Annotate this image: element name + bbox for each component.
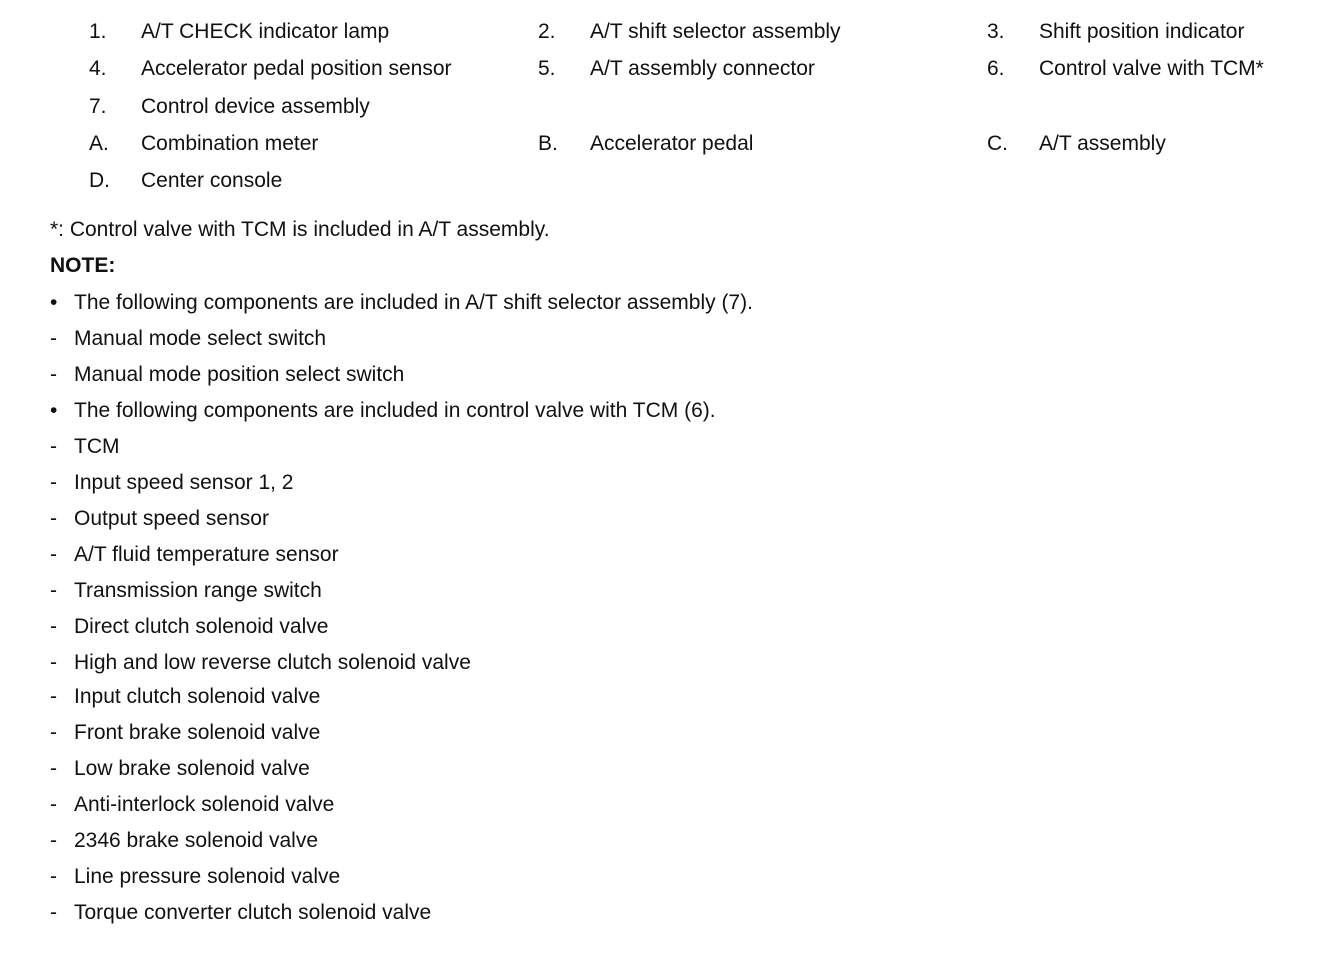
bullet-marker: •: [50, 291, 58, 314]
dash-marker: -: [50, 757, 57, 780]
legend-key: 5.: [538, 57, 556, 80]
legend-label: A/T assembly: [1039, 132, 1166, 155]
legend-row-4: [0, 132, 1328, 162]
note-text: Input clutch solenoid valve: [74, 685, 321, 708]
note-text: Anti-interlock solenoid valve: [74, 793, 335, 816]
dash-marker: -: [50, 651, 57, 674]
note-text: Front brake solenoid valve: [74, 721, 321, 744]
legend-key: 4.: [89, 57, 107, 80]
note-text: The following components are included in control valve with TCM (6).: [74, 399, 716, 422]
legend-label: Accelerator pedal position sensor: [141, 57, 452, 80]
note-text: Direct clutch solenoid valve: [74, 615, 329, 638]
legend-key: 7.: [89, 95, 107, 118]
legend-label: Center console: [141, 169, 283, 192]
legend-key: D.: [89, 169, 110, 192]
note-text: A/T fluid temperature sensor: [74, 543, 339, 566]
legend-key: 2.: [538, 20, 556, 43]
note-text: The following components are included in A/T shift selector assembly (7).: [74, 291, 753, 314]
note-text: 2346 brake solenoid valve: [74, 829, 319, 852]
legend-row-2: [0, 57, 1328, 87]
note-text: Transmission range switch: [74, 579, 322, 602]
note-text: Manual mode select switch: [74, 327, 327, 350]
legend-row-1: [0, 20, 1328, 50]
dash-marker: -: [50, 327, 57, 350]
legend-key: B.: [538, 132, 558, 155]
dash-marker: -: [50, 615, 57, 638]
note-text: Line pressure solenoid valve: [74, 865, 341, 888]
note-text: Manual mode position select switch: [74, 363, 405, 386]
legend-key: 1.: [89, 20, 107, 43]
footnote: *: Control valve with TCM is included in A/T assembly.: [50, 218, 550, 241]
note-text: Low brake solenoid valve: [74, 757, 310, 780]
dash-marker: -: [50, 471, 57, 494]
note-text: TCM: [74, 435, 120, 458]
legend-label: A/T CHECK indicator lamp: [141, 20, 390, 43]
dash-marker: -: [50, 507, 57, 530]
legend-row-5: [0, 169, 1328, 199]
legend-label: A/T assembly connector: [590, 57, 815, 80]
legend-row-3: [0, 95, 1328, 125]
dash-marker: -: [50, 901, 57, 924]
legend-key: A.: [89, 132, 109, 155]
dash-marker: -: [50, 543, 57, 566]
note-text: Input speed sensor 1, 2: [74, 471, 294, 494]
legend-label: Control device assembly: [141, 95, 370, 118]
note-text: High and low reverse clutch solenoid valve: [74, 651, 471, 674]
legend-label: Combination meter: [141, 132, 319, 155]
legend-label: Accelerator pedal: [590, 132, 754, 155]
legend-label: A/T shift selector assembly: [590, 20, 841, 43]
legend-label: Control valve with TCM*: [1039, 57, 1264, 80]
dash-marker: -: [50, 435, 57, 458]
legend-label: Shift position indicator: [1039, 20, 1245, 43]
dash-marker: -: [50, 829, 57, 852]
dash-marker: -: [50, 685, 57, 708]
bullet-marker: •: [50, 399, 58, 422]
dash-marker: -: [50, 721, 57, 744]
dash-marker: -: [50, 363, 57, 386]
legend-key: 6.: [987, 57, 1005, 80]
dash-marker: -: [50, 579, 57, 602]
dash-marker: -: [50, 793, 57, 816]
note-heading: NOTE:: [50, 254, 116, 277]
note-text: Output speed sensor: [74, 507, 269, 530]
legend-key: 3.: [987, 20, 1005, 43]
legend-key: C.: [987, 132, 1008, 155]
dash-marker: -: [50, 865, 57, 888]
note-text: Torque converter clutch solenoid valve: [74, 901, 432, 924]
